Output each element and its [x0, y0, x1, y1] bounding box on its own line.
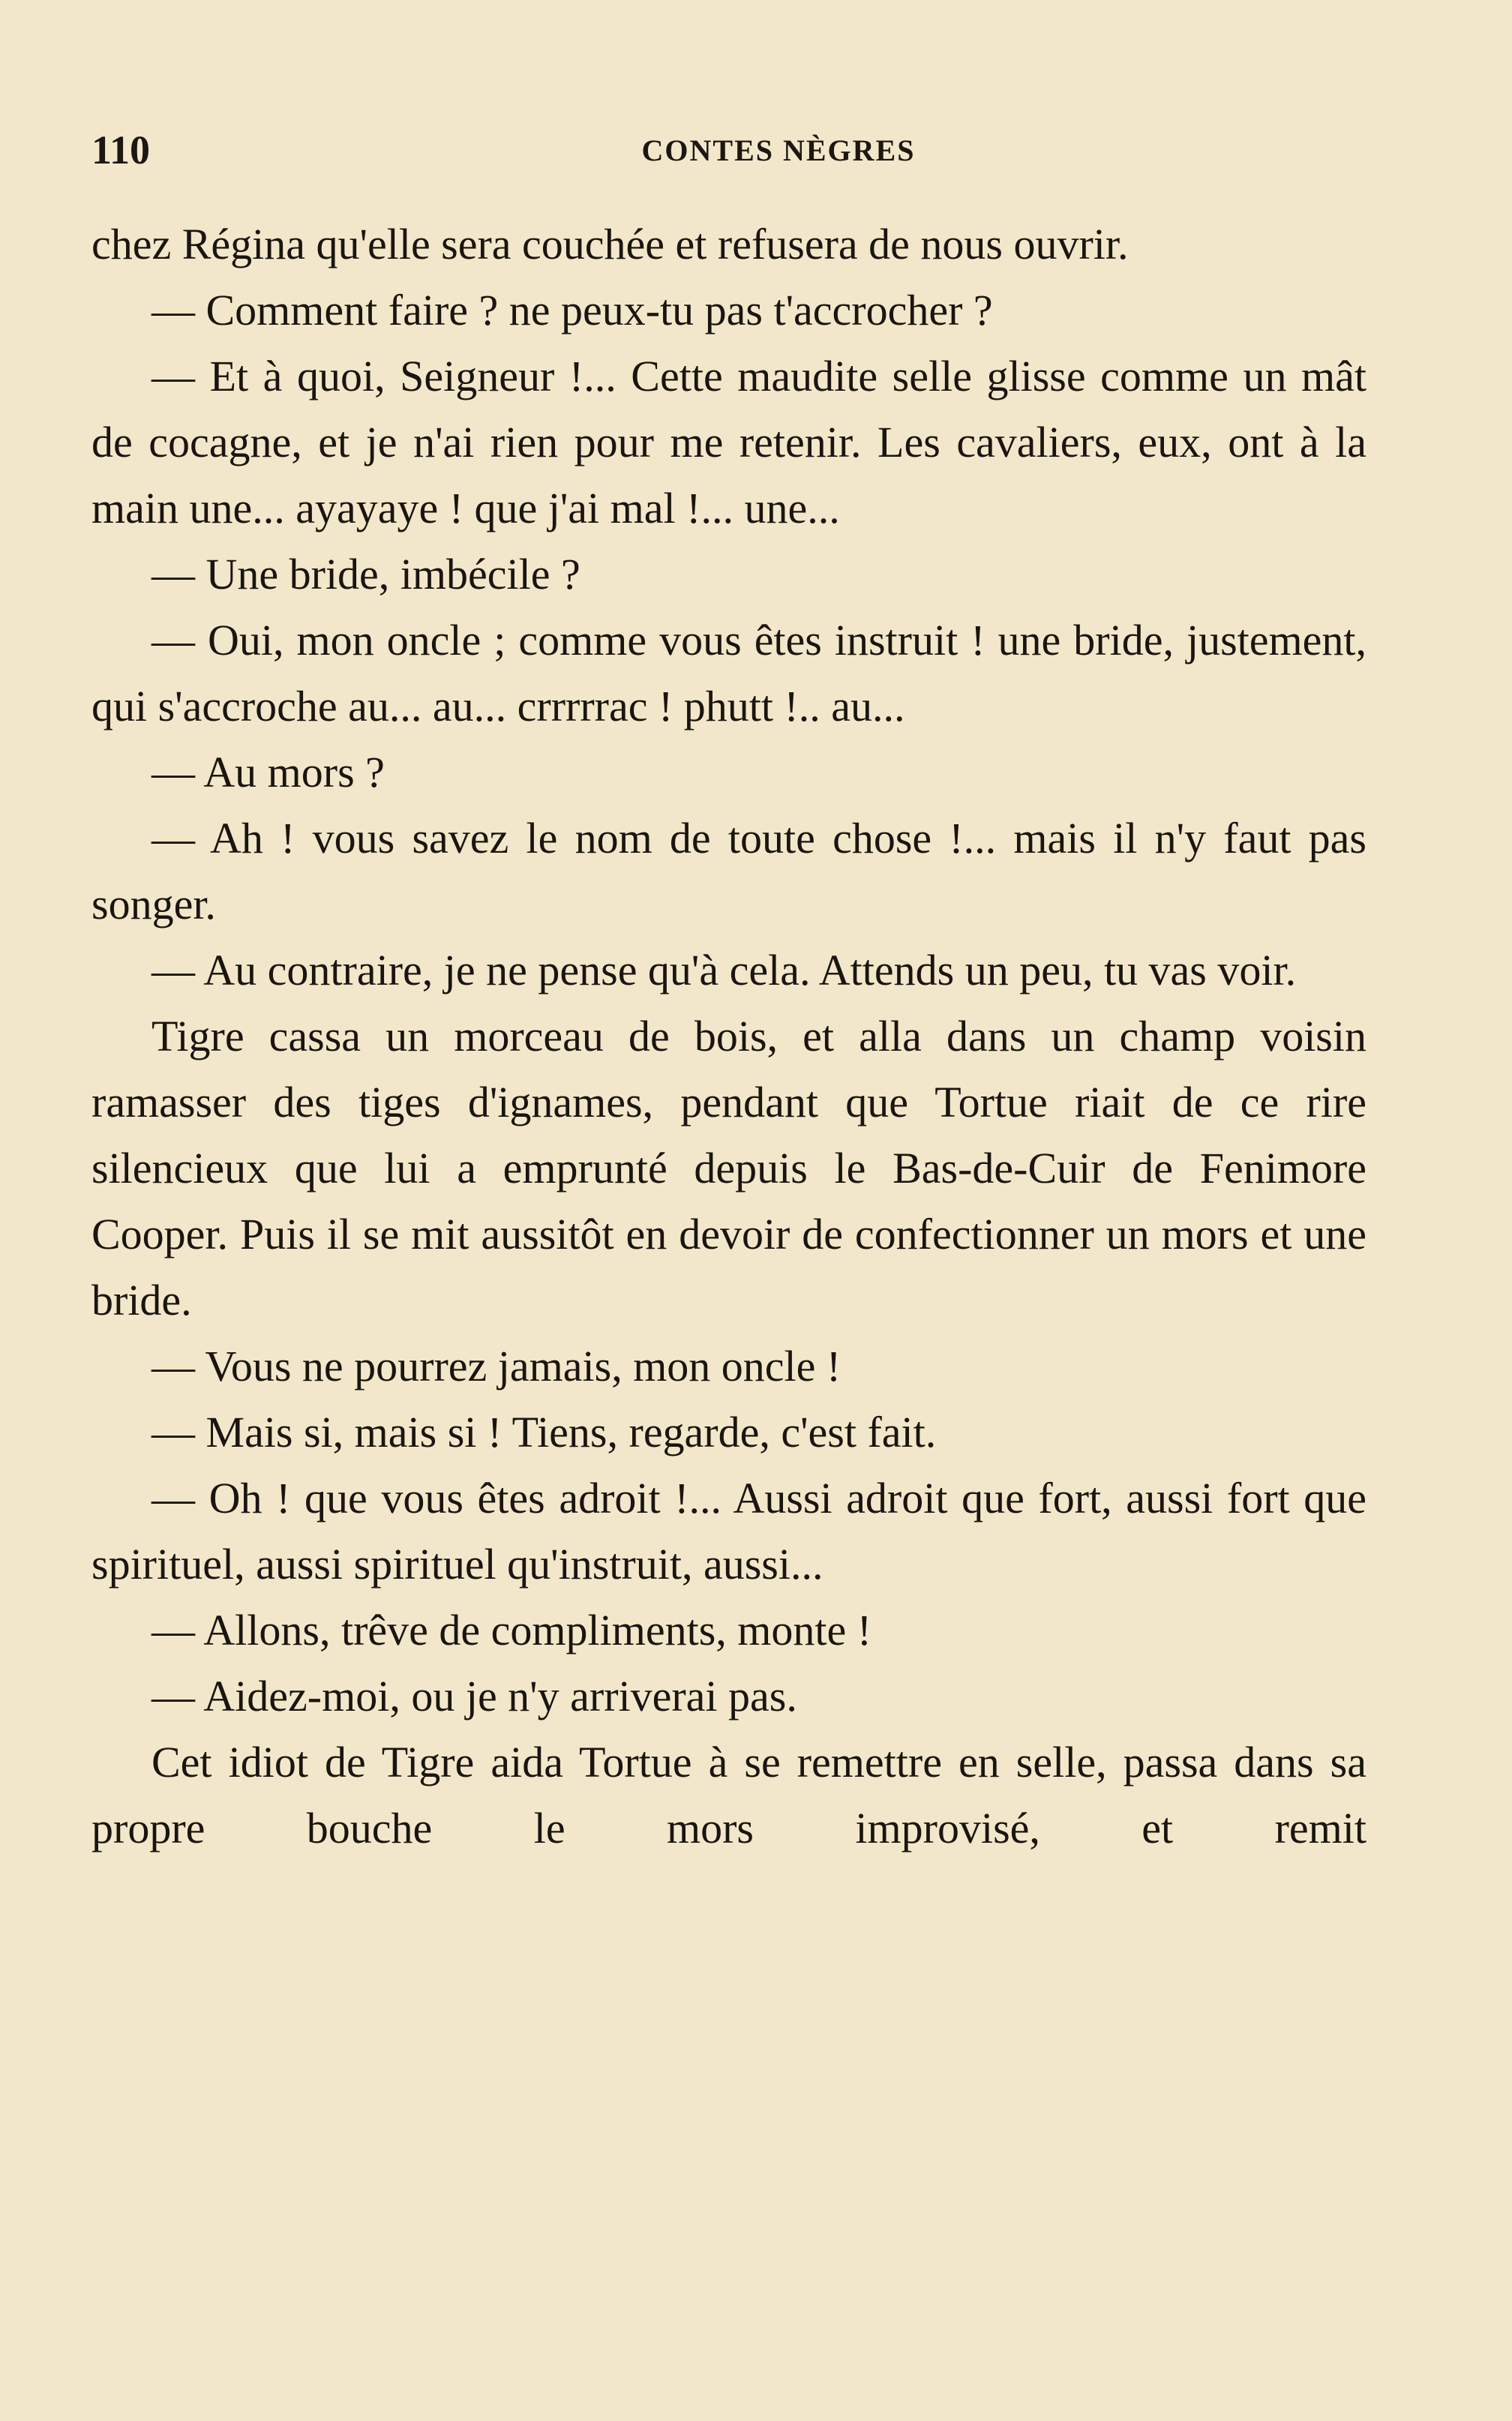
paragraph: — Au mors ? — [152, 748, 385, 796]
paragraph: — Une bride, imbécile ? — [152, 550, 580, 598]
paragraph: Cet idiot de Tigre aida Tortue à se remettre en selle, passa dans sa propre bouche le mors improvisé, et remit — [92, 1738, 1366, 1852]
paragraph: — Allons, trêve de compliments, monte ! — [152, 1606, 872, 1654]
running-title: CONTES NÈGRES — [641, 134, 916, 167]
paragraph: — Oh ! que vous êtes adroit !... Aussi adroit que fort, aussi fort que spirituel, aussi spirituel qu'instruit, aussi... — [92, 1474, 1366, 1588]
paragraph: — Ah ! vous savez le nom de toute chose !... mais il n'y faut pas songer. — [92, 814, 1366, 928]
paragraph: — Et à quoi, Seigneur !... Cette maudite selle glisse comme un mât de cocagne, et je n'ai rien pour me retenir. Les cavaliers, eux, ont à la main une... ayayaye ! que j'ai mal !... une... — [92, 352, 1366, 532]
paragraph: — Mais si, mais si ! Tiens, regarde, c'est fait. — [152, 1408, 937, 1456]
paragraph: Tigre cassa un morceau de bois, et alla dans un champ voisin ramasser des tiges d'ignames, pendant que Tortue riait de ce rire silencieux que lui a emprunté depuis le Bas-de-Cuir de Fenimore Cooper. Puis il se mit aussitôt en devoir de confectionner un mors et une bride. — [92, 1012, 1366, 1324]
paragraph: — Oui, mon oncle ; comme vous êtes instruit ! une bride, justement, qui s'accroche au... au... crrrrrac ! phutt !.. au... — [92, 616, 1366, 730]
paragraph: chez Régina qu'elle sera couchée et refusera de nous ouvrir. — [92, 220, 1129, 268]
paragraph: — Au contraire, je ne pense qu'à cela. Attends un peu, tu vas voir. — [152, 946, 1297, 994]
paragraph: — Aidez-moi, ou je n'y arriverai pas. — [152, 1672, 797, 1720]
paragraph: — Vous ne pourrez jamais, mon oncle ! — [152, 1342, 842, 1390]
body-text — [92, 212, 1366, 1862]
paragraph: — Comment faire ? ne peux-tu pas t'accrocher ? — [152, 286, 993, 334]
page-header — [0, 128, 1512, 180]
page-number: 110 — [92, 128, 151, 172]
